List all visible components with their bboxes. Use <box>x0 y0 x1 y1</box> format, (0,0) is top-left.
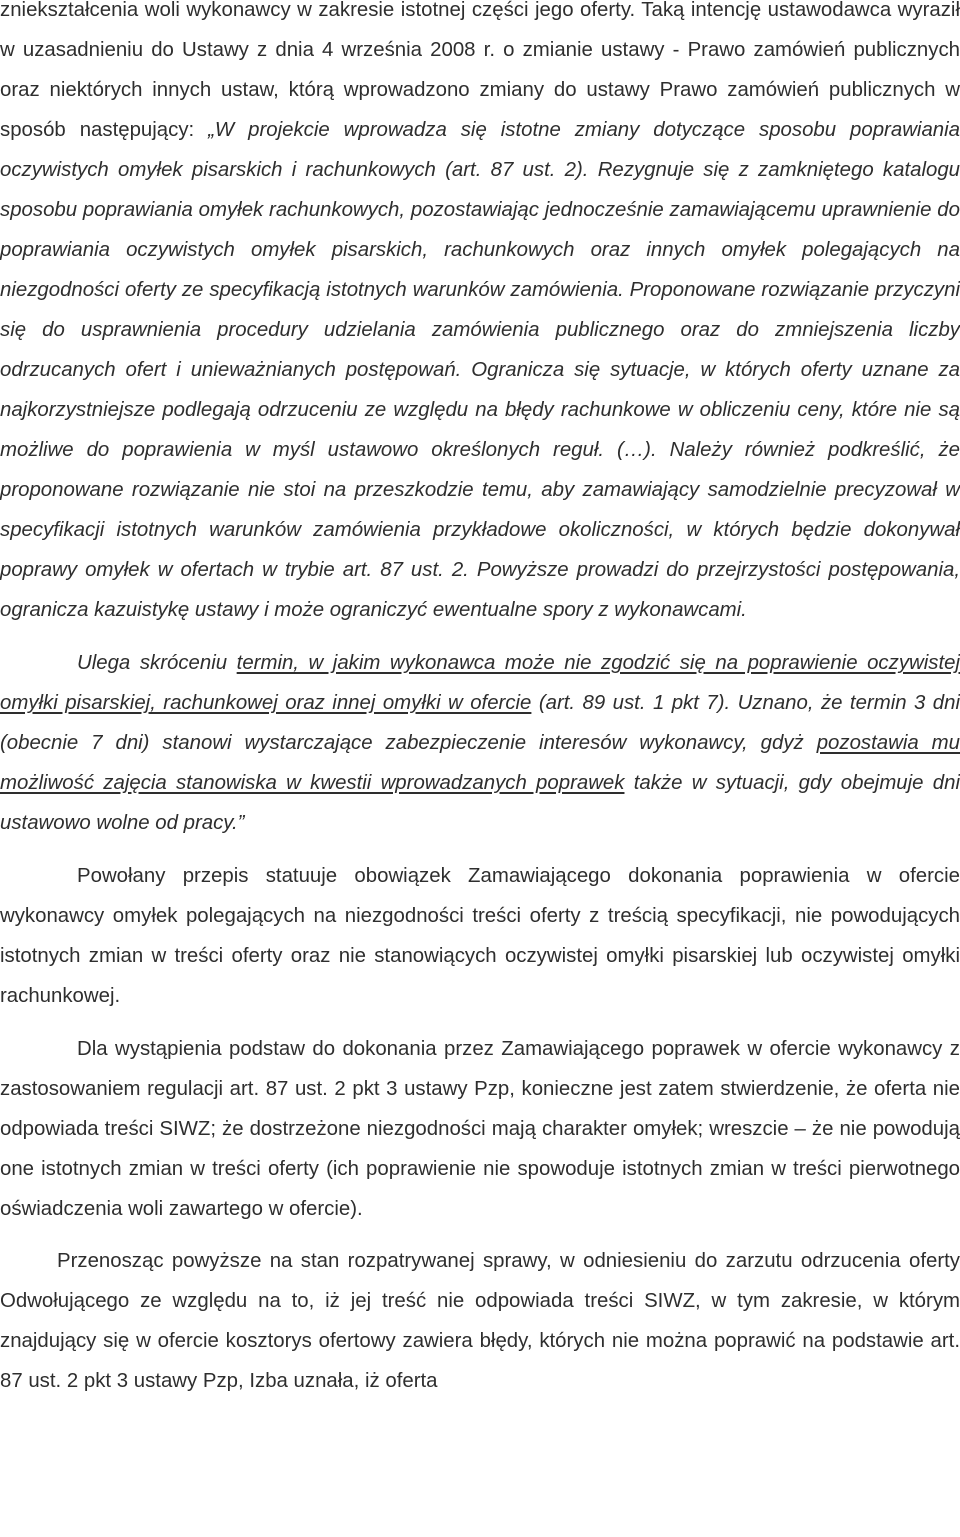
paragraph-5: Przenosząc powyższe na stan rozpatrywanej sprawy, w odniesieniu do zarzutu odrzucenia oferty Odwołującego ze względu na to, iż jej treść nie odpowiada treści SIWZ, w tym zakresie, w którym znajdujący się w ofercie kosztorys ofertowy zawiera błędy, których nie można poprawić na podstawie art. 87 ust. 2 pkt 3 ustawy Pzp, Izba uznała, iż oferta <box>0 1250 960 1392</box>
paragraph-1-quote: „W projekcie wprowadza się istotne zmiany dotyczące sposobu poprawiania oczywistych omyłek pisarskich i rachunkowych (art. 87 ust. 2). Rezygnuje się z zamkniętego katalogu sposobu poprawiania omyłek rachunkowych, pozostawiając jednocześnie zamawiającemu uprawnienie do poprawiania oczywistych omyłek pisarskich, rachunkowych oraz innych omyłek polegających na niezgodności oferty ze specyfikacją istotnych warunków zamówienia. Proponowane rozwiązanie przyczyni się do usprawnienia procedury udzielania zamówienia publicznego oraz do zmniejszenia liczby odrzucanych ofert i unieważnianych postępowań. Ogranicza się sytuacje, w których oferty uznane za najkorzystniejsze podlegają odrzuceniu ze względu na błędy rachunkowe w obliczeniu ceny, które nie są możliwe do poprawienia w myśl ustawowo określonych reguł. (…). Należy również podkreślić, że proponowane rozwiązanie nie stoi na przeszkodzie temu, aby zamawiający samodzielnie precyzował w specyfikacji istotnych warunków zamówienia przykładowe okoliczności, w których będzie dokonywał poprawy omyłek w ofertach w trybie art. 87 ust. 2. Powyższe prowadzi do przejrzystości postępowania, ogranicza kazuistykę ustawy i może ograniczyć ewentualne spory z wykonawcami. <box>0 119 960 621</box>
paragraph-2-text-c: także w sytuacji, gdy obejmuje dni ustawowo wolne od pracy.” <box>0 772 960 834</box>
paragraph-2-underlined-a: termin, w jakim wykonawca może nie zgodzić się na poprawienie oczywistej omyłki pisarskiej, rachunkowej oraz innej omyłki w ofercie <box>0 652 960 714</box>
paragraph-3: Powołany przepis statuuje obowiązek Zamawiającego dokonania poprawienia w ofercie wykonawcy omyłek polegających na niezgodności treści oferty z treścią specyfikacji, nie powodujących istotnych zmian w treści oferty oraz nie stanowiących oczywistej omyłki pisarskiej lub oczywistej omyłki rachunkowej. <box>0 865 960 1007</box>
paragraph-2-text-b: (art. 89 ust. 1 pkt 7). Uznano, że termin 3 dni (obecnie 7 dni) stanowi wystarczające zabezpieczenie interesów wykonawcy, gdyż <box>0 692 960 754</box>
paragraph-2 <box>0 643 960 843</box>
paragraph-2-underlined-b: pozostawia mu możliwość zajęcia stanowiska w kwestii wprowadzanych poprawek <box>0 732 960 794</box>
paragraph-1-text: zniekształcenia woli wykonawcy w zakresie istotnej części jego oferty. Taką intencję ustawodawca wyraził w uzasadnieniu do Ustawy z dnia 4 września 2008 r. o zmianie ustawy - Prawo zamówień publicznych oraz niektórych innych ustaw, którą wprowadzono zmiany do ustawy Prawo zamówień publicznych w sposób następujący: <box>0 0 960 141</box>
paragraph-4: Dla wystąpienia podstaw do dokonania przez Zamawiającego poprawek w ofercie wykonawcy z zastosowaniem regulacji art. 87 ust. 2 pkt 3 ustawy Pzp, konieczne jest zatem stwierdzenie, że oferta nie odpowiada treści SIWZ; że dostrzeżone niezgodności mają charakter omyłek; wreszcie – że nie powodują one istotnych zmian w treści oferty (ich poprawienie nie spowoduje istotnych zmian w treści pierwotnego oświadczenia woli zawartego w ofercie). <box>0 1038 960 1220</box>
paragraph-1 <box>0 0 960 630</box>
paragraph-2-text-a: Ulega skróceniu <box>77 652 237 674</box>
